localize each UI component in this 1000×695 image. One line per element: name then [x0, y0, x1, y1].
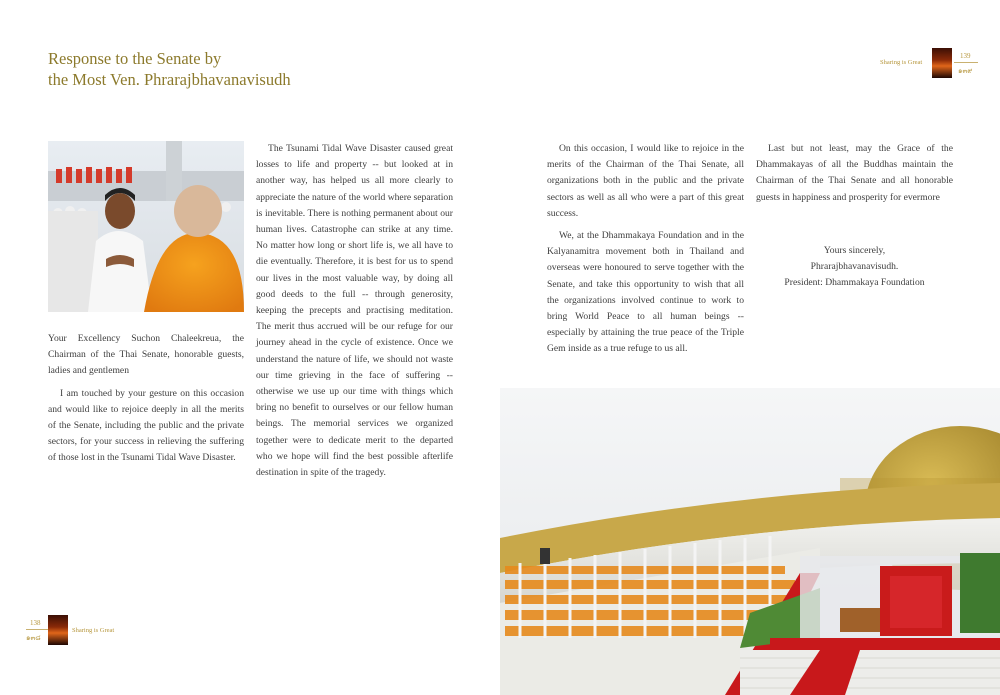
photo-ceremony-illustration	[48, 141, 244, 312]
photo-ceremony	[48, 141, 244, 312]
column-1	[48, 331, 244, 473]
column-3-paragraph-2: We, at the Dhammakaya Foundation and in the Kalyanamitra movement both in Thailand and overseas were honoured to serve together with the Senate, and take this opportunity to wish that all the organizations involved continue to work to bring World Peace to all human beings -- especially by attaining the true peace of the Triple Gem inside as a true refuge to us all.	[547, 230, 744, 355]
column-3-paragraph-1: On this occasion, I would like to rejoice in the merits of the Chairman of the Thai Senate, all organizations both in the public and the private sectors as well as all who were a part of this great success.	[547, 143, 744, 219]
column-4	[756, 141, 953, 291]
signature-name: Phrarajbhavanavisudh.	[810, 261, 899, 273]
column-1-paragraph: I am touched by your gesture on this occasion and would like to rejoice deeply in all the merits of the Senate, including the public and the private sectors, for your success in relieving the suffering of those lost in the Tsunami Tidal Wave Disaster.	[48, 387, 244, 464]
signature-block	[756, 243, 953, 292]
left-page-number: 138	[30, 619, 41, 627]
left-page-rule	[26, 629, 48, 630]
right-running-title: Sharing is Great	[880, 59, 923, 66]
photo-cetiya-illustration	[500, 388, 1000, 695]
column-2	[256, 141, 453, 487]
photo-dhammakaya-cetiya	[500, 388, 1000, 695]
signature-title: President: Dhammakaya Foundation	[784, 277, 925, 289]
closing-text: Yours sincerely,	[823, 244, 886, 256]
right-page-marker	[880, 48, 980, 82]
title-line-1: Response to the Senate by	[48, 49, 222, 68]
title-line-2: the Most Ven. Phrarajbhavanavisudh	[48, 70, 291, 89]
column-4-paragraph: Last but not least, may the Grace of the Dhammakayas of all the Buddhas maintain the Chairman of the Thai Senate and all honorable guests in happiness and prosperity for evermore	[756, 143, 953, 203]
left-thumbnail-image	[48, 615, 68, 645]
column-2-paragraph: The Tsunami Tidal Wave Disaster caused great losses to life and property -- but looked at in another way, has helped us all more clearly to appreciate the nature of the world where separation is inevitable. There is nothing permanent about our human lives. Catastrophe can strike at any time. No matter how long or short life is, we all have to die eventually. Therefore, it is best for us to spend our lives in the most valuable way, by doing all good deeds to the full -- through generosity, keeping the precepts and practising meditation. The merit thus accrued will be our refuge for our journey ahead in the cycle of existence. Once we understand the nature of life, we should not waste our time grieving in the face of suffering -- otherwise we use up our time with things which bring no benefit to ourselves or our fellow human beings. The memorial services we organized together were to dedicate merit to the departed who we hope will find the best possible afterlife destination in spite of the tragedy.	[256, 143, 453, 479]
right-page-number-thai: ๑๓๙	[958, 67, 973, 75]
right-page-rule	[954, 62, 978, 63]
left-page-number-thai: ๑๓๘	[26, 634, 41, 642]
right-page-number: 139	[960, 52, 971, 60]
left-running-title: Sharing is Great	[72, 627, 115, 634]
column-3	[547, 141, 744, 364]
right-thumbnail-image	[932, 48, 952, 78]
left-page-marker	[24, 615, 134, 649]
salutation-text: Your Excellency Suchon Chaleekreua, the Chairman of the Thai Senate, honorable guests, ladies and gentlemen	[48, 333, 244, 377]
page-title	[48, 48, 291, 90]
